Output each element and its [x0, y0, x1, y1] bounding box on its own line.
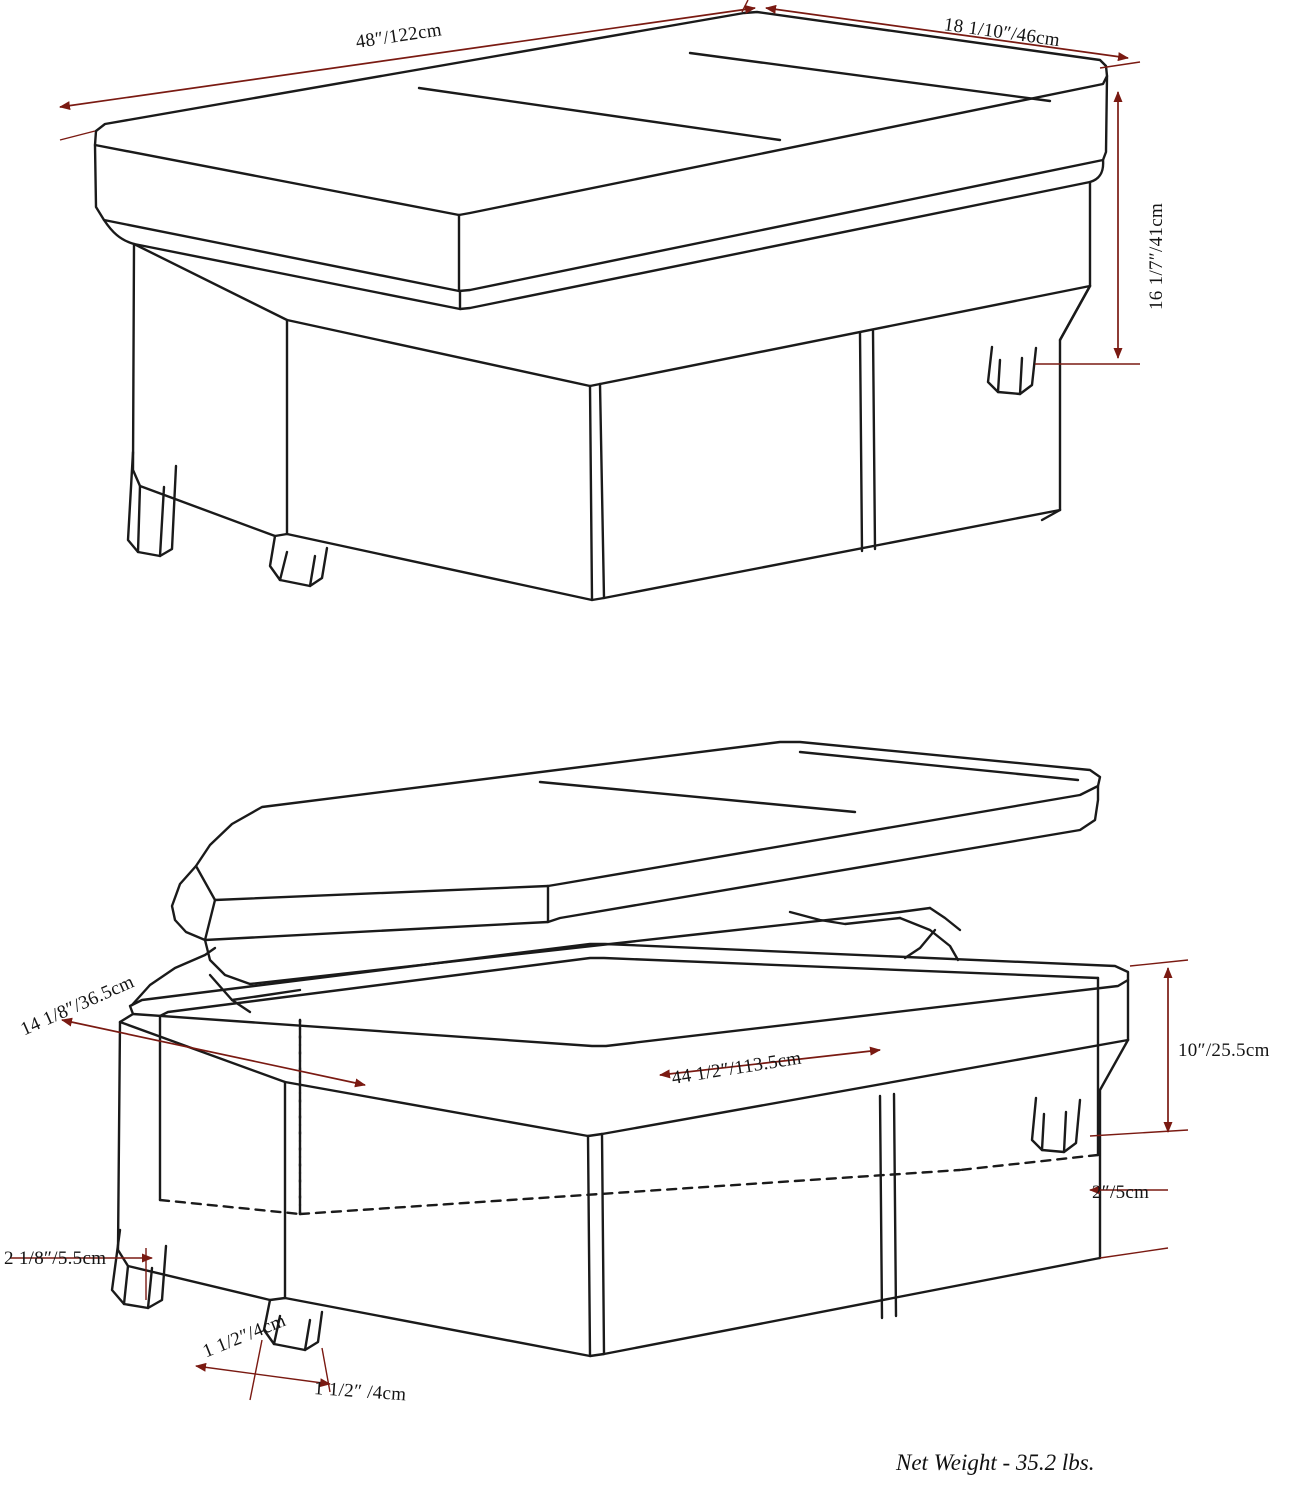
leg-width-front-label: 1 1/2″ /4cm [313, 1378, 408, 1406]
interior-width-dimension-label: 44 1/2″/113.5cm [670, 1047, 803, 1089]
leg-height-right-label: 2″/5cm [1092, 1182, 1150, 1203]
leg-width-side-label: 1 1/2″/4cm [199, 1310, 289, 1363]
leg-height-left-label: 2 1/8″/5.5cm [4, 1248, 107, 1269]
interior-height-dimension-label: 10″/25.5cm [1178, 1040, 1270, 1061]
open-bench-dimension-lines [10, 960, 1188, 1400]
open-bench-drawing [112, 742, 1128, 1356]
height-dimension-label: 16 1/7″/41cm [1146, 202, 1167, 310]
leg-width-front-line [196, 1366, 330, 1384]
interior-depth-dimension-label: 14 1/8″/36.5cm [17, 971, 138, 1041]
width-dimension-label: 48″/122cm [354, 19, 444, 53]
interior-depth-dimension-line [62, 1020, 365, 1085]
closed-bench-drawing [95, 12, 1107, 600]
net-weight-label: Net Weight - 35.2 lbs. [896, 1450, 1095, 1475]
width-dimension-line [60, 8, 755, 107]
depth-dimension-label: 18 1/10″/46cm [942, 14, 1062, 52]
